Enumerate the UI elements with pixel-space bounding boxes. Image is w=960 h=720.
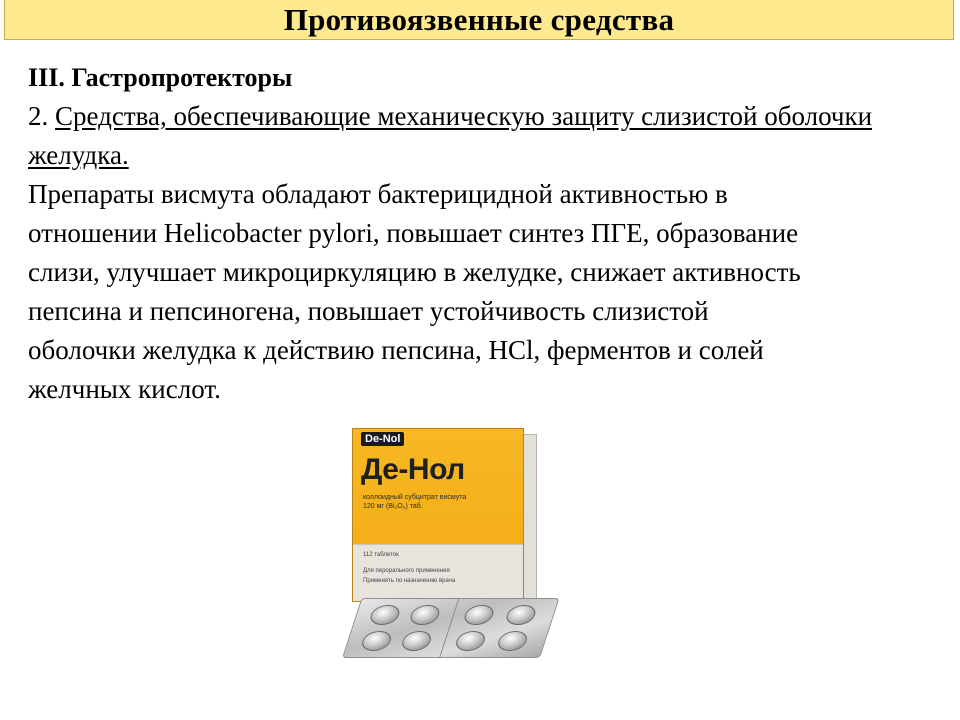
box-subtitle xyxy=(363,493,519,511)
point-paragraph xyxy=(28,97,948,175)
point-number: 2. xyxy=(28,101,55,131)
tablet xyxy=(408,605,442,625)
box-logo: De-Nol xyxy=(361,432,404,446)
box-usage-line: Применять по назначению врача xyxy=(363,578,456,584)
blister-pack xyxy=(342,598,559,658)
tablet xyxy=(359,631,393,651)
box-side xyxy=(522,434,537,604)
tablet xyxy=(504,605,538,625)
body-line: желчных кислот. xyxy=(28,374,221,404)
tablet xyxy=(495,631,529,651)
body-line: отношении Helicobacter pylori, повышает синтез ПГЕ, образование xyxy=(28,218,799,248)
tablet xyxy=(462,605,496,625)
tablet xyxy=(399,631,433,651)
point-text: Средства, обеспечивающие механическую защиту слизистой оболочки желудка. xyxy=(28,101,873,170)
title-bar xyxy=(4,0,954,40)
body-line: оболочки желудка к действию пепсина, HCl, ферментов и солей xyxy=(28,335,764,365)
box-count-label: 112 таблеток xyxy=(363,552,399,558)
box-brand-name: Де-Нол xyxy=(361,453,465,486)
box-subtitle-line: коллоидный субцитрат висмута xyxy=(363,494,467,501)
tablet xyxy=(368,605,402,625)
section-heading: III. Гастропротекторы xyxy=(28,63,293,92)
box-subtitle-line: 120 мг (Bi₂O₃) таб. xyxy=(363,503,423,510)
body-line: пепсина и пепсиногена, повышает устойчивость слизистой xyxy=(28,296,709,326)
blister-seam xyxy=(439,599,459,657)
box-lower-panel xyxy=(353,544,523,601)
box-usage-line: Для перорального применения xyxy=(363,568,450,574)
product-image-de-nol xyxy=(340,420,540,670)
medicine-box xyxy=(352,428,524,602)
slide-content xyxy=(28,58,948,409)
tablet xyxy=(453,631,487,651)
slide-title: Противоязвенные средства xyxy=(283,2,675,37)
body-line: Препараты висмута обладают бактерицидной активностью в xyxy=(28,179,728,209)
body-line: слизи, улучшает микроциркуляцию в желудке, снижает активность xyxy=(28,257,801,287)
